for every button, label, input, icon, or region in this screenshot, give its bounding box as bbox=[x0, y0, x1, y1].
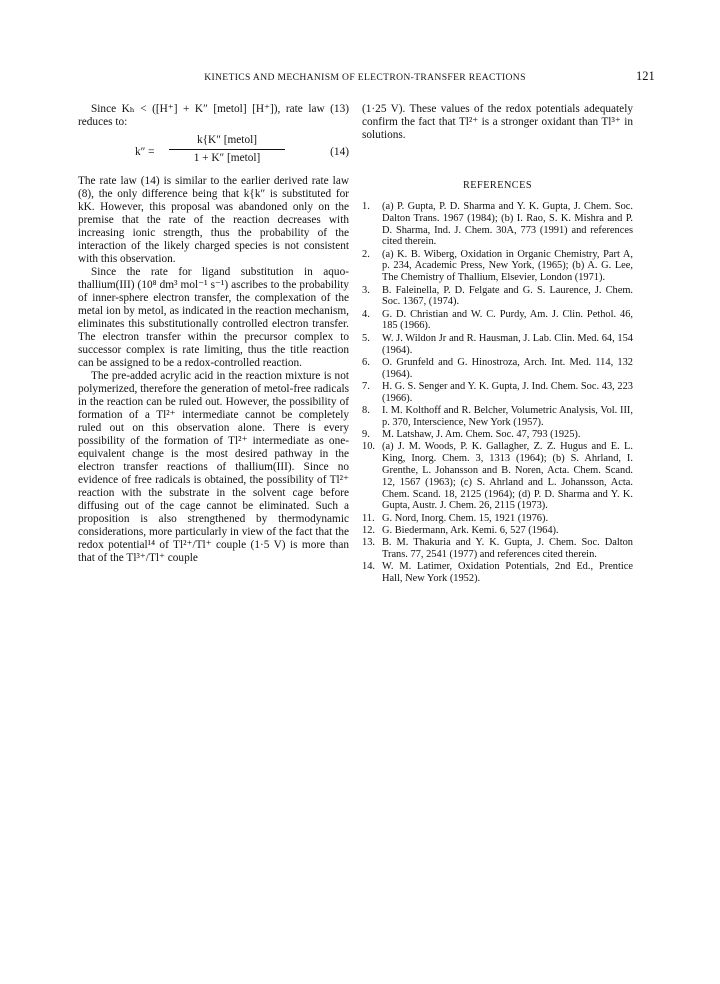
reference-number: 4. bbox=[362, 308, 370, 320]
reference-number: 8. bbox=[362, 405, 370, 417]
reference-text: (a) K. B. Wiberg, Oxidation in Organic Chemistry, Part A, p. 234, Academic Press, New York, (1965); (b) A. G. Lee, The Chemistry of Thallium, Elsevier, London (1971). bbox=[382, 248, 633, 284]
paragraph-acrylic-acid: The pre-added acrylic acid in the reaction mixture is not polymerized, therefore the generation of metol-free radicals in the reaction can be ruled out. However, the possibility of formation of a Tl²⁺ intermediate cannot be completely ruled out on this observation alone. There is every possibility of the formation of Tl²⁺ intermediate as one-equivalent change is the most desired pathway in the electron transfer reactions of thallium(III). Since no evidence of free radicals is obtained, the possibility of Tl²⁺ reaction with the substrate in the solvent cage before diffusing out of the cage cannot be eliminated. Such a proposition is also strengthened by thermodynamic considerations, more particularly in view of the fact that the redox potential¹⁴ of Tl²⁺/Tl⁺ couple (1·5 V) is more than that of the Tl³⁺/Tl⁺ couple bbox=[78, 370, 349, 564]
equation-lhs: k″ = bbox=[135, 146, 155, 158]
reference-item bbox=[362, 381, 633, 405]
reference-number: 14. bbox=[362, 561, 375, 573]
reference-number: 7. bbox=[362, 380, 370, 392]
paragraph-ligand-substitution: Since the rate for ligand substitution in aquo-thallium(III) (10⁸ dm³ mol⁻¹ s⁻¹) ascribes to the probability of inner-sphere electron transfer, the complexation of the metal ion by metol, as indicated in the reaction mechanism, eliminates this substitutionally controlled electron transfer. The electron transfer within the precursor complex to successor complex is rate limiting, thus the title reaction can be assigned to be a redox-controlled reaction. bbox=[78, 266, 349, 369]
equation-numerator: k{K″ [metol] bbox=[169, 134, 285, 150]
reference-number: 11. bbox=[362, 512, 375, 524]
reference-item bbox=[362, 525, 633, 537]
reference-item bbox=[362, 309, 633, 333]
reference-text: I. M. Kolthoff and R. Belcher, Volumetric Analysis, Vol. III, p. 370, Interscience, New York (1957). bbox=[382, 405, 633, 428]
paragraph-redox-potentials: (1·25 V). These values of the redox potentials adequately confirm the fact that Tl²⁺ is a stronger oxidant than Tl³⁺ in solutions. bbox=[362, 103, 633, 141]
reference-item bbox=[362, 441, 633, 512]
paragraph-rate-law-reduction: Since Kₕ < ([H⁺] + K″ [metol] [H⁺]), rate law (13) reduces to: bbox=[78, 103, 349, 128]
reference-number: 10. bbox=[362, 441, 375, 453]
reference-text: (a) P. Gupta, P. D. Sharma and Y. K. Gupta, J. Chem. Soc. Dalton Trans. 1967 (1984); (b) I. Rao, S. K. Mishra and P. D. Sharma, Ind. J. Chem. 30A, 773 (1991) and references cited therein. bbox=[382, 201, 633, 248]
reference-item bbox=[362, 201, 633, 248]
reference-item bbox=[362, 429, 633, 441]
reference-item bbox=[362, 357, 633, 381]
reference-item bbox=[362, 333, 633, 357]
reference-text: W. J. Wildon Jr and R. Hausman, J. Lab. Clin. Med. 64, 154 (1964). bbox=[382, 332, 633, 356]
reference-number: 9. bbox=[362, 429, 370, 441]
reference-item bbox=[362, 249, 633, 284]
paragraph-rate-law-comparison: The rate law (14) is similar to the earlier derived rate law (8), the only difference being that k{k″ is substituted for kK. However, this proposal was abandoned only on the premise that the rate of the reaction decreases with increasing ionic strength, thus the probability of the interaction of the likely charged species is not consistent with this observation. bbox=[78, 175, 349, 265]
reference-text: B. Faleinella, P. D. Felgate and G. S. Laurence, J. Chem. Soc. 1367, (1974). bbox=[382, 284, 633, 308]
reference-item bbox=[362, 405, 633, 429]
references-heading: REFERENCES bbox=[463, 180, 532, 191]
reference-text: B. M. Thakuria and Y. K. Gupta, J. Chem. Soc. Dalton Trans. 77, 2541 (1977) and references cited therein. bbox=[382, 537, 633, 561]
reference-text: M. Latshaw, J. Am. Chem. Soc. 47, 793 (1925). bbox=[382, 429, 581, 441]
reference-number: 2. bbox=[362, 248, 370, 260]
reference-text: G. D. Christian and W. C. Purdy, Am. J. Clin. Pethol. 46, 185 (1966). bbox=[382, 308, 633, 332]
reference-text: H. G. S. Senger and Y. K. Gupta, J. Ind. Chem. Soc. 43, 223 (1966). bbox=[382, 380, 633, 404]
reference-text: G. Biedermann, Ark. Kemi. 6, 527 (1964). bbox=[382, 525, 559, 537]
right-column bbox=[362, 103, 633, 586]
reference-item bbox=[362, 513, 633, 525]
references-list bbox=[362, 201, 633, 585]
reference-item bbox=[362, 537, 633, 561]
equation-14 bbox=[78, 134, 349, 172]
equation-denominator: 1 + K″ [metol] bbox=[193, 152, 261, 164]
reference-text: O. Grunfeld and G. Hinostroza, Arch. Int. Med. 114, 132 (1964). bbox=[382, 356, 633, 380]
page-number: 121 bbox=[636, 69, 655, 83]
reference-number: 3. bbox=[362, 284, 370, 296]
left-column bbox=[78, 103, 349, 565]
equation-fraction bbox=[169, 134, 285, 165]
reference-text: W. M. Latimer, Oxidation Potentials, 2nd Ed., Prentice Hall, New York (1952). bbox=[382, 561, 633, 585]
reference-item bbox=[362, 561, 633, 585]
reference-number: 1. bbox=[362, 201, 370, 212]
reference-number: 6. bbox=[362, 356, 370, 368]
reference-number: 13. bbox=[362, 537, 375, 549]
reference-text: G. Nord, Inorg. Chem. 15, 1921 (1976). bbox=[382, 512, 549, 524]
reference-number: 5. bbox=[362, 332, 370, 344]
reference-text: (a) J. M. Woods, P. K. Gallagher, Z. Z. Hugus and E. L. King, Inorg. Chem. 3, 1313 (1964); (b) S. Ahrland, I. Grenthe, L. Johansson and B. Noren, Acta. Chem. Scand. 12, 1567 (1963); (c) S. Ahrland and L. Johansson, Acta. Chem. Scand. 18, 2125 (1964); (d) P. D. Sharma and Y. K. Gupta, Austr. J. Chem. 26, 2115 (1973). bbox=[382, 441, 633, 512]
reference-item bbox=[362, 285, 633, 309]
running-header: KINETICS AND MECHANISM OF ELECTRON-TRANSFER REACTIONS bbox=[204, 72, 526, 83]
reference-number: 12. bbox=[362, 525, 375, 537]
equation-number: (14) bbox=[330, 146, 349, 158]
